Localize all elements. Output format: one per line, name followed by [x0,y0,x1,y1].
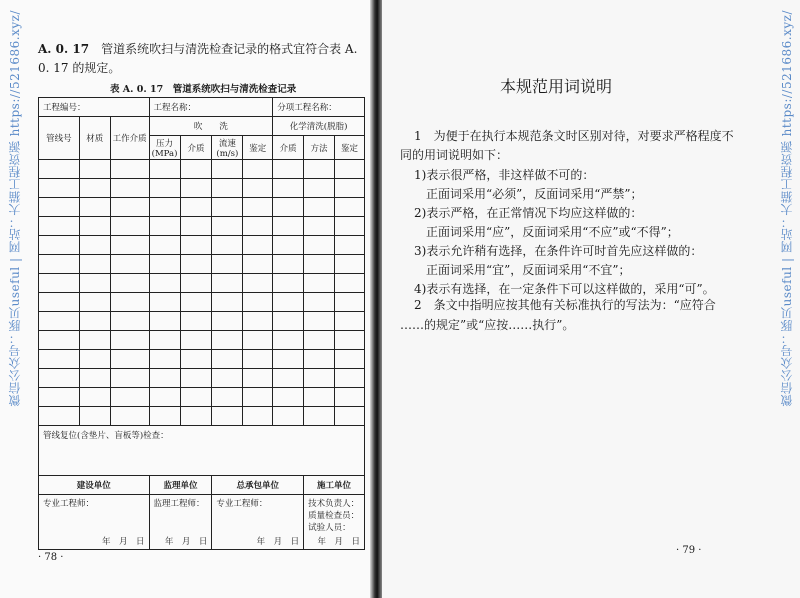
table-cell [243,293,273,312]
table-cell [110,293,149,312]
table-cell [335,312,365,331]
table-cell [335,388,365,407]
table-cell [149,179,180,198]
table-cell [212,369,243,388]
col-velocity: 流速(m/s) [212,136,243,160]
table-cell [180,179,212,198]
section-title: 本规范用词说明 [500,77,613,96]
table-cell [335,369,365,388]
table-cell [335,236,365,255]
signature-cell [39,495,150,550]
col-pressure: 压力(MPa) [149,136,180,160]
table-cell [110,217,149,236]
clause-text [38,40,364,78]
table-cell [304,179,335,198]
date-label: 年 月 日 [256,537,300,547]
table-cell [243,331,273,350]
table-row [39,369,365,388]
table-cell [39,331,80,350]
table-cell [180,293,212,312]
table-row [39,198,365,217]
table-cell [180,255,212,274]
table-cell [243,407,273,426]
table-cell [180,388,212,407]
table-cell [273,369,304,388]
table-cell [335,274,365,293]
signer-label: 专业工程师： [216,499,268,509]
table-cell [273,407,304,426]
table-cell [273,331,304,350]
table-cell [304,274,335,293]
table-cell [110,255,149,274]
signature-content [154,497,208,547]
table-cell [110,388,149,407]
para-2: 2 条文中指明应按其他有关标准执行的写法为：“应符合 [414,298,716,312]
col-pipe: 管线号 [39,117,80,160]
table-cell [180,407,212,426]
table-cell [212,388,243,407]
table-cell [335,293,365,312]
table-cell [212,255,243,274]
table-cell [39,160,80,179]
table-cell [180,198,212,217]
table-cell [39,350,80,369]
table-cell [304,388,335,407]
col-blow-medium: 介质 [180,136,212,160]
signer-label: 监理工程师： [153,499,205,509]
table-cell [149,236,180,255]
table-cell [110,331,149,350]
table-cell [212,274,243,293]
table-cell [212,312,243,331]
table-cell [39,388,80,407]
table-cell [273,350,304,369]
table-cell [110,236,149,255]
table-cell [273,255,304,274]
table-cell [335,198,365,217]
table-cell [149,293,180,312]
table-row [39,293,365,312]
table-row [39,388,365,407]
table-cell [79,369,110,388]
table-cell [273,312,304,331]
para-2-cont: ……的规定”或“应按……执行”。 [400,318,575,332]
table-cell [79,293,110,312]
table-cell [212,236,243,255]
table-cell [180,331,212,350]
table-cell [243,312,273,331]
table-cell [79,388,110,407]
table-cell [39,312,80,331]
table-cell [110,407,149,426]
inspection-record-table [38,97,365,550]
table-cell [180,274,212,293]
date-label: 年 月 日 [317,537,360,547]
watermark: 微信公众号：豚贝useful | 网站：大猫工程资源 https://521686.xyz/ [8,10,22,407]
table-cell [39,293,80,312]
table-cell [110,274,149,293]
table-cell [212,198,243,217]
table-row [39,255,365,274]
table-cell [273,388,304,407]
table-cell [304,255,335,274]
table-cell [110,369,149,388]
table-cell [335,217,365,236]
table-cell [304,217,335,236]
table-cell [273,160,304,179]
col-chem-medium: 介质 [273,136,304,160]
table-cell [180,160,212,179]
table-cell [79,198,110,217]
unit-supervisor: 监理单位 [149,476,212,495]
table-cell [243,236,273,255]
table-cell [39,236,80,255]
table-cell [273,274,304,293]
project-name-label: 工程名称： [149,98,273,117]
table-cell [335,255,365,274]
table-row [39,350,365,369]
table-cell [39,255,80,274]
table-cell [79,179,110,198]
table-cell [304,350,335,369]
table-row [39,160,365,179]
usage-item: 3)表示允许稍有选择，在条件许可时首先应这样做的： [414,244,703,258]
table-cell [39,274,80,293]
table-cell [273,179,304,198]
table-cell [180,217,212,236]
table-cell [79,331,110,350]
table-cell [79,274,110,293]
table-cell [304,198,335,217]
usage-item: 正面词采用“应”，反面词采用“不应”或“不得”； [426,225,679,239]
table-row [39,236,365,255]
page-number: · 78 · [38,552,64,563]
table-cell [243,255,273,274]
table-cell [79,350,110,369]
table-cell [304,407,335,426]
signature-cell [212,495,304,550]
usage-item: 2)表示严格，在正常情况下均应这样做的： [414,206,643,220]
table-cell [335,160,365,179]
table-cell [149,274,180,293]
table-cell [243,350,273,369]
date-label: 年 月 日 [102,537,145,547]
table-cell [304,331,335,350]
table-cell [149,350,180,369]
unit-owner: 建设单位 [39,476,150,495]
table-cell [149,407,180,426]
table-cell [243,369,273,388]
table-cell [79,255,110,274]
table-cell [212,293,243,312]
col-material: 材质 [79,117,110,160]
table-cell [212,217,243,236]
table-cell [335,179,365,198]
unit-construction: 施工单位 [304,476,365,495]
table-cell [273,198,304,217]
clause-text-cont: 的规定。 [72,61,121,75]
group-blow: 吹 洗 [149,117,273,136]
usage-item: 4)表示有选择，在一定条件下可以这样做的，采用“可”。 [414,282,715,296]
table-cell [149,255,180,274]
left-page [0,0,370,598]
signature-cell [149,495,212,550]
table-cell [243,274,273,293]
table-cell [110,160,149,179]
book-spine [370,0,382,598]
table-cell [110,179,149,198]
table-cell [39,407,80,426]
usage-item: 正面词采用“宜”，反面词采用“不宜”； [426,263,631,277]
date-label: 年 月 日 [164,537,208,547]
table-cell [149,369,180,388]
table-cell [149,217,180,236]
usage-item: 正面词采用“必须”，反面词采用“严禁”； [426,187,643,201]
col-method: 方法 [304,136,335,160]
watermark: 微信公众号：豚贝useful | 网站：大猫工程资源 https://521686.xyz/ [780,10,794,407]
table-cell [212,350,243,369]
project-no-label: 工程编号： [39,98,150,117]
table-cell [304,312,335,331]
table-cell [180,312,212,331]
col-chem-assess: 鉴定 [335,136,365,160]
table-cell [243,160,273,179]
table-cell [79,160,110,179]
usage-item: 1)表示很严格，非这样做不可的： [414,168,595,182]
table-cell [335,350,365,369]
para-1-cont: 同的用词说明如下： [400,148,509,162]
clause-body: 管道系统吹扫与清洗检查记录的格式宜符合表 A. 0. 17 [38,42,358,75]
table-cell [149,331,180,350]
table-cell [273,293,304,312]
signer-label: 技术负责人： 质量检查员： 试验人员： [308,499,360,533]
table-cell [243,198,273,217]
unit-general: 总承包单位 [212,476,304,495]
reset-check: 管线复位(含垫片、盲板等)检查： [39,426,365,476]
table-cell [212,331,243,350]
table-cell [39,198,80,217]
table-row [39,274,365,293]
group-chem: 化学清洗(脱脂) [273,117,365,136]
signature-content [308,497,360,547]
table-cell [180,369,212,388]
signature-cell [304,495,365,550]
clause-number: A. 0. 17 [38,42,90,56]
table-cell [180,350,212,369]
table-cell [149,198,180,217]
table-cell [335,407,365,426]
table-cell [243,179,273,198]
table-row [39,179,365,198]
page-number: · 79 · [676,545,702,556]
table-cell [39,217,80,236]
table-cell [149,312,180,331]
table-cell [110,350,149,369]
signer-label: 专业工程师： [43,499,95,509]
table-row [39,407,365,426]
col-medium: 工作介质 [110,117,149,160]
table-row [39,312,365,331]
table-cell [212,407,243,426]
table-cell [180,236,212,255]
signature-content [216,497,299,547]
table-cell [304,293,335,312]
table-row [39,331,365,350]
table-cell [149,160,180,179]
signature-content [43,497,145,547]
table-row [39,217,365,236]
table-cell [335,331,365,350]
col-blow-assess: 鉴定 [243,136,273,160]
table-cell [79,407,110,426]
table-cell [273,236,304,255]
table-cell [304,369,335,388]
table-cell [39,369,80,388]
table-cell [110,312,149,331]
table-cell [304,236,335,255]
sub-project-label: 分项工程名称： [273,98,365,117]
table-cell [212,179,243,198]
table-cell [304,160,335,179]
table-cell [243,388,273,407]
table-title: 表 A. 0. 17 管道系统吹扫与清洗检查记录 [110,84,297,95]
table-cell [273,217,304,236]
table-cell [243,217,273,236]
table-cell [79,236,110,255]
right-page [382,0,800,598]
table-cell [212,160,243,179]
para-1: 1 为便于在执行本规范条文时区别对待，对要求严格程度不 [414,129,734,143]
table-cell [39,179,80,198]
table-cell [149,388,180,407]
table-cell [79,312,110,331]
table-cell [110,198,149,217]
table-cell [79,217,110,236]
